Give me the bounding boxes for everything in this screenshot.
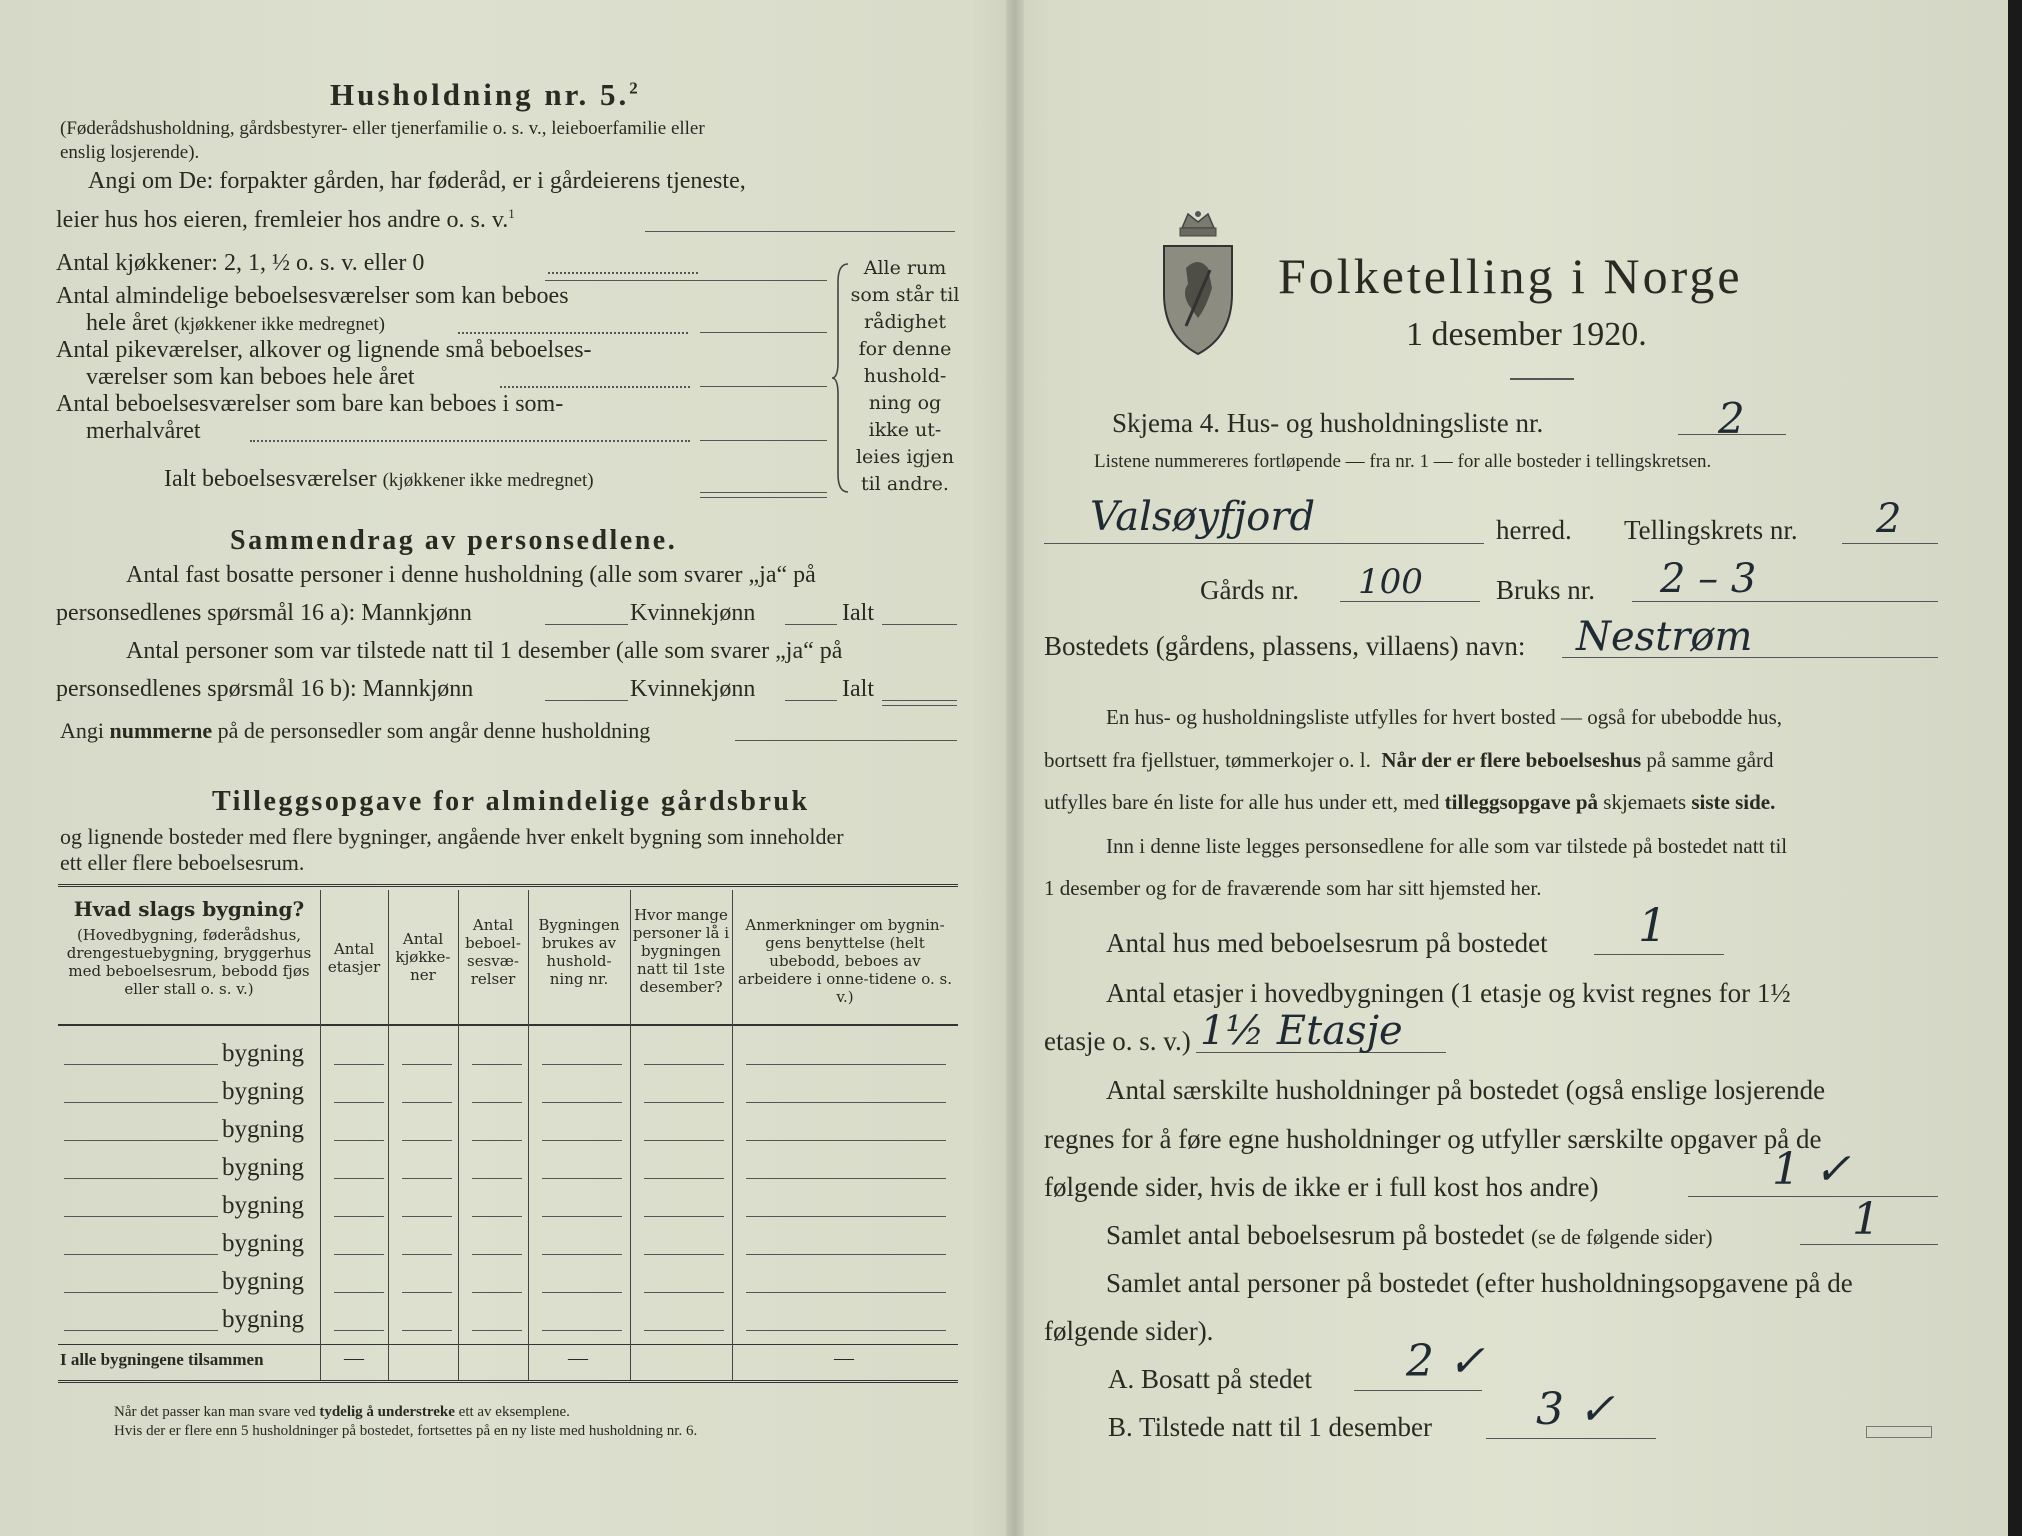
building-cell-line bbox=[542, 1140, 622, 1141]
angi-line2: leier hus hos eieren, fremleier hos andre o. s. v.$^1$ bbox=[56, 206, 515, 233]
building-cell-line bbox=[472, 1064, 522, 1065]
building-cell-line bbox=[746, 1216, 946, 1217]
building-row-line bbox=[64, 1292, 218, 1293]
tellingskrets-line bbox=[1842, 543, 1938, 544]
household-note-line2: enslig losjerende). bbox=[60, 142, 200, 163]
tilstede-kvinne-label: Kvinnekjønn bbox=[630, 676, 756, 702]
table-header-border bbox=[58, 1024, 958, 1026]
bruks-value: 2 – 3 bbox=[1660, 556, 1757, 602]
q-hush-line1: Antal særskilte husholdninger på bostedet (også enslige losjerende bbox=[1106, 1075, 1826, 1105]
footnote-2: Hvis der er flere enn 5 husholdninger på bostedet, fortsettes på en ny liste med husholdning nr. 6. bbox=[114, 1423, 698, 1439]
angi-nummerne-line bbox=[735, 740, 957, 741]
building-cell-line bbox=[472, 1292, 522, 1293]
tilstede-kvinne-line bbox=[785, 700, 837, 701]
building-row-label: bygning bbox=[222, 1230, 304, 1257]
building-cell-line bbox=[746, 1102, 946, 1103]
col-floors: Antal etasjer bbox=[327, 940, 381, 976]
angi-answer-line bbox=[645, 231, 955, 232]
instruction-3: utfylles bare én liste for alle hus under ett, med tilleggsopgave på skjemaets siste side. bbox=[1044, 790, 1776, 814]
bruks-label: Bruks nr. bbox=[1496, 575, 1596, 605]
table-col-sep-4 bbox=[528, 890, 529, 1380]
fast-ialt-label: Ialt bbox=[842, 600, 874, 626]
building-cell-line bbox=[542, 1254, 622, 1255]
building-cell-line bbox=[334, 1178, 384, 1179]
q-hush-value: 1 ✓ bbox=[1772, 1144, 1851, 1195]
building-row-line bbox=[64, 1140, 218, 1141]
building-cell-line bbox=[334, 1254, 384, 1255]
tilstede-mann-line bbox=[545, 700, 628, 701]
numbering-note: Listene nummereres fortløpende — fra nr. 1 — for alle bosteder i tellingskretsen. bbox=[1094, 451, 1712, 472]
building-cell-line bbox=[542, 1102, 622, 1103]
building-cell-line bbox=[644, 1330, 724, 1331]
building-cell-line bbox=[334, 1064, 384, 1065]
gards-label: Gårds nr. bbox=[1200, 575, 1299, 605]
building-row-label: bygning bbox=[222, 1154, 304, 1181]
building-row-label: bygning bbox=[222, 1116, 304, 1143]
summary-line2: personsedlenes spørsmål 16 a): Mannkjønn bbox=[56, 600, 472, 626]
maid-rooms-label-2: værelser som kan beboes hele året bbox=[86, 364, 415, 390]
q-pers-line2: følgende sider). bbox=[1044, 1316, 1214, 1346]
building-cell-line bbox=[402, 1064, 452, 1065]
building-cell-line bbox=[334, 1102, 384, 1103]
tilstede-ialt-label: Ialt bbox=[842, 676, 874, 702]
building-cell-line bbox=[402, 1216, 452, 1217]
building-cell-line bbox=[542, 1178, 622, 1179]
ordinary-rooms-label-1: Antal almindelige beboelsesværelser som kan beboes bbox=[56, 283, 569, 309]
summary-line1: Antal fast bosatte personer i denne husholdning (alle som svarer „ja“ på bbox=[126, 562, 816, 588]
building-cell-line bbox=[746, 1292, 946, 1293]
building-row-label: bygning bbox=[222, 1078, 304, 1105]
kitchens-label: Antal kjøkkener: 2, 1, ½ o. s. v. eller 0 bbox=[56, 250, 425, 276]
building-row-label: bygning bbox=[222, 1040, 304, 1067]
building-row-line bbox=[64, 1064, 218, 1065]
building-cell-line bbox=[746, 1064, 946, 1065]
summary-line4: personsedlenes spørsmål 16 b): Mannkjønn bbox=[56, 676, 474, 702]
building-cell-line bbox=[334, 1292, 384, 1293]
summer-dots bbox=[250, 440, 690, 442]
col-household-nr: Bygningen brukes av hushold-ning nr. bbox=[538, 916, 620, 988]
bosted-value: Nestrøm bbox=[1576, 614, 1753, 660]
total-dash-remarks: — bbox=[834, 1347, 854, 1369]
form-date: 1 desember 1920. bbox=[1406, 316, 1647, 353]
table-col-sep-2 bbox=[388, 890, 389, 1380]
title-divider bbox=[1510, 378, 1574, 380]
building-cell-line bbox=[644, 1102, 724, 1103]
fast-kvinne-line bbox=[785, 624, 837, 625]
table-col-sep-1 bbox=[320, 890, 321, 1380]
building-cell-line bbox=[402, 1102, 452, 1103]
building-cell-line bbox=[472, 1216, 522, 1217]
total-rooms-label: Ialt beboelsesværelser (kjøkkener ikke medregnet) bbox=[164, 466, 594, 492]
building-cell-line bbox=[746, 1178, 946, 1179]
fast-mann-line bbox=[545, 624, 628, 625]
total-answer-line-double bbox=[700, 497, 827, 498]
supplement-line2: ett eller flere beboelsesrum. bbox=[60, 850, 305, 875]
building-cell-line bbox=[644, 1064, 724, 1065]
q-pers-line1: Samlet antal personer på bostedet (efter husholdningsopgavene på de bbox=[1106, 1268, 1853, 1298]
summary-line3: Antal personer som var tilstede natt til 1 desember (alle som svarer „ja“ på bbox=[126, 638, 843, 664]
form-title: Folketelling i Norge bbox=[1278, 248, 1743, 304]
skjema-value: 2 bbox=[1718, 394, 1745, 443]
gards-value: 100 bbox=[1358, 562, 1423, 602]
building-cell-line bbox=[542, 1064, 622, 1065]
footnote-1: Når det passer kan man svare ved tydelig å understreke ett av eksemplene. bbox=[114, 1404, 570, 1420]
table-total-border bbox=[58, 1344, 958, 1345]
building-cell-line bbox=[542, 1216, 622, 1217]
instruction-2: bortsett fra fjellstuer, tømmerkojer o. l. Når der er flere beboelseshus på samme gård bbox=[1044, 748, 1774, 772]
q-hush-line3: følgende sider, hvis de ikke er i full kost hos andre) bbox=[1044, 1172, 1599, 1202]
building-row-line bbox=[64, 1216, 218, 1217]
angi-nummerne: Angi nummerne på de personsedler som angår denne husholdning bbox=[60, 718, 651, 743]
building-cell-line bbox=[644, 1216, 724, 1217]
q-hush-line bbox=[1688, 1196, 1938, 1197]
building-cell-line bbox=[472, 1330, 522, 1331]
rooms-brace-note: Alle rum som står til rådighet for denne hushold-ning og ikke ut-leies igjen til andre. bbox=[850, 257, 960, 495]
skjema-label: Skjema 4. Hus- og husholdningsliste nr. bbox=[1112, 408, 1544, 438]
table-col-sep-5 bbox=[630, 890, 631, 1380]
instruction-1: En hus- og husholdningsliste utfylles for hvert bosted — også for ubebodde hus, bbox=[1106, 705, 1782, 729]
building-cell-line bbox=[402, 1292, 452, 1293]
supplement-title: Tilleggsopgave for almindelige gårdsbruk bbox=[212, 786, 810, 817]
fast-ialt-line bbox=[882, 624, 957, 625]
building-cell-line bbox=[402, 1330, 452, 1331]
tellingskrets-value: 2 bbox=[1876, 496, 1902, 542]
tilstede-line bbox=[1486, 1438, 1656, 1439]
bosted-label: Bostedets (gårdens, plassens, villaens) navn: bbox=[1044, 631, 1526, 661]
building-cell-line bbox=[334, 1140, 384, 1141]
bosatt-line bbox=[1354, 1390, 1482, 1391]
q-etasjer-line1: Antal etasjer i hovedbygningen (1 etasje og kvist regnes for 1½ bbox=[1106, 978, 1791, 1008]
brace-symbol bbox=[830, 262, 852, 494]
q-hus-value: 1 bbox=[1638, 898, 1668, 952]
building-row-label: bygning bbox=[222, 1192, 304, 1219]
supplement-line1: og lignende bosteder med flere bygninger, angående hver enkelt bygning som inneholder bbox=[60, 824, 844, 849]
building-cell-line bbox=[542, 1292, 622, 1293]
summer-rooms-label-1: Antal beboelsesværelser som bare kan beboes i som- bbox=[56, 391, 564, 417]
table-top-border bbox=[58, 884, 958, 887]
table-bottom-border bbox=[58, 1380, 958, 1383]
maid-dots bbox=[500, 386, 690, 388]
maid-rooms-label-1: Antal pikeværelser, alkover og lignende små beboelses- bbox=[56, 337, 592, 363]
angi-line1: Angi om De: forpakter gården, har føderåd, er i gårdeierens tjeneste, bbox=[88, 168, 746, 194]
total-dash-household: — bbox=[568, 1347, 588, 1369]
household-title: Husholdning nr. 5.$^2$ bbox=[330, 77, 641, 112]
q-rum-label: Samlet antal beboelsesrum på bostedet (se de følgende sider) bbox=[1106, 1220, 1713, 1250]
building-row-line bbox=[64, 1178, 218, 1179]
building-row-line bbox=[64, 1330, 218, 1331]
norway-coat-of-arms-icon bbox=[1158, 208, 1238, 358]
table-col-sep-3 bbox=[458, 890, 459, 1380]
tilstede-label: B. Tilstede natt til 1 desember bbox=[1108, 1412, 1432, 1442]
building-cell-line bbox=[746, 1254, 946, 1255]
building-row-label: bygning bbox=[222, 1306, 304, 1333]
summer-rooms-label-2: merhalvåret bbox=[86, 418, 201, 444]
maid-answer-line bbox=[700, 386, 827, 387]
building-cell-line bbox=[746, 1140, 946, 1141]
building-cell-line bbox=[402, 1178, 452, 1179]
fast-kvinne-label: Kvinnekjønn bbox=[630, 600, 756, 626]
herred-line bbox=[1044, 543, 1484, 544]
building-cell-line bbox=[644, 1140, 724, 1141]
q-etasjer-value: 1½ Etasje bbox=[1200, 1008, 1403, 1054]
tilstede-value: 3 ✓ bbox=[1536, 1384, 1615, 1435]
scan-edge bbox=[2008, 0, 2022, 1536]
building-cell-line bbox=[402, 1254, 452, 1255]
ordinary-answer-line bbox=[700, 332, 827, 333]
summer-answer-line bbox=[700, 440, 827, 441]
table-total-label: I alle bygningene tilsammen bbox=[60, 1350, 264, 1369]
col-remarks: Anmerkninger om bygnin-gens benyttelse (helt ubebodd, beboes av arbeidere i onne-tidene o. s. v.) bbox=[738, 916, 952, 1006]
total-dash-floors: — bbox=[344, 1347, 364, 1369]
q-rum-value: 1 bbox=[1852, 1194, 1880, 1245]
building-cell-line bbox=[472, 1254, 522, 1255]
building-cell-line bbox=[472, 1140, 522, 1141]
building-row-line bbox=[64, 1102, 218, 1103]
ordinary-rooms-label-2: hele året (kjøkkener ikke medregnet) bbox=[86, 310, 385, 336]
q-hus-label: Antal hus med beboelsesrum på bostedet bbox=[1106, 928, 1548, 958]
col-building-note: (Hovedbygning, føderådshus, drengestuebygning, bryggerhus med beboelsesrum, bebodd fjøs eller stall o. s. v.) bbox=[66, 926, 312, 998]
table-col-sep-6 bbox=[732, 890, 733, 1380]
tilstede-ialt-line-double bbox=[882, 705, 957, 706]
ordinary-dots bbox=[458, 332, 688, 334]
building-row-label: bygning bbox=[222, 1268, 304, 1295]
bosatt-value: 2 ✓ bbox=[1406, 1336, 1485, 1387]
household-note-line1: (Føderådshusholdning, gårdsbestyrer- eller tjenerfamilie o. s. v., leieboerfamilie eller bbox=[60, 118, 705, 139]
q-hus-line bbox=[1594, 954, 1724, 955]
building-cell-line bbox=[644, 1254, 724, 1255]
building-cell-line bbox=[334, 1216, 384, 1217]
building-cell-line bbox=[472, 1102, 522, 1103]
printer-stamp bbox=[1866, 1426, 1932, 1438]
instruction-5: 1 desember og for de fraværende som har sitt hjemsted her. bbox=[1044, 876, 1542, 900]
col-rooms: Antal beboel-sesvæ-relser bbox=[465, 916, 521, 988]
building-cell-line bbox=[644, 1178, 724, 1179]
building-cell-line bbox=[402, 1140, 452, 1141]
q-etasjer-line2: etasje o. s. v.) bbox=[1044, 1026, 1191, 1056]
building-cell-line bbox=[644, 1292, 724, 1293]
q-hush-line2: regnes for å føre egne husholdninger og utfyller særskilte opgaver på de bbox=[1044, 1124, 1822, 1154]
tilstede-ialt-line bbox=[882, 700, 957, 701]
total-answer-line bbox=[700, 492, 827, 493]
building-cell-line bbox=[542, 1330, 622, 1331]
col-building-title: Hvad slags bygning? bbox=[73, 897, 305, 921]
building-row-line bbox=[64, 1254, 218, 1255]
kitchens-answer-line bbox=[545, 280, 827, 281]
building-cell-line bbox=[746, 1330, 946, 1331]
kitchens-dots bbox=[548, 272, 698, 274]
col-persons: Hvor mange personer lå i bygningen natt til 1ste desember? bbox=[632, 906, 730, 996]
page-fold bbox=[1006, 0, 1024, 1536]
col-kitchens: Antal kjøkke-ner bbox=[395, 930, 451, 984]
summary-title: Sammendrag av personsedlene. bbox=[230, 525, 678, 556]
herred-label: herred. bbox=[1496, 515, 1572, 545]
herred-value: Valsøyfjord bbox=[1090, 494, 1316, 540]
tellingskrets-label: Tellingskrets nr. bbox=[1624, 515, 1798, 545]
bosatt-label: A. Bosatt på stedet bbox=[1108, 1364, 1312, 1394]
building-cell-line bbox=[472, 1178, 522, 1179]
building-cell-line bbox=[334, 1330, 384, 1331]
instruction-4: Inn i denne liste legges personsedlene for alle som var tilstede på bostedet natt til bbox=[1106, 834, 1788, 858]
